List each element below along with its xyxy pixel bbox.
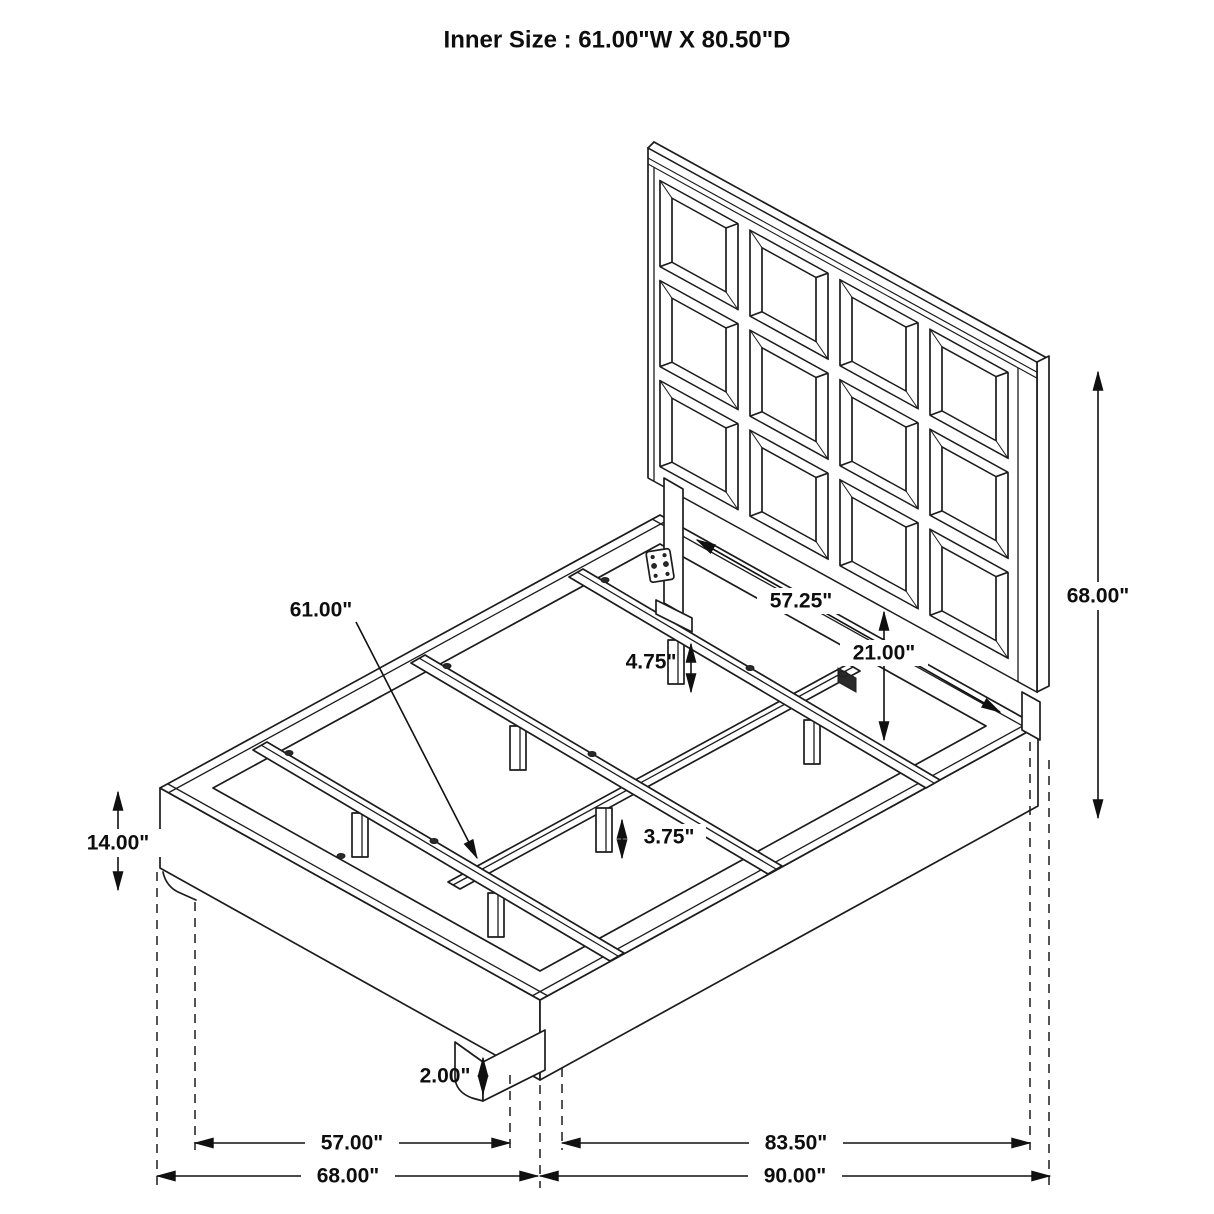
- diagram-title: Inner Size : 61.00"W X 80.50"D: [443, 26, 791, 54]
- dim-overall-height: 68.00": [1066, 584, 1130, 608]
- dim-foot-width-inner: 57.00": [320, 1131, 384, 1155]
- mounting-bracket: [646, 548, 675, 582]
- dim-side-length-overall: 90.00": [763, 1164, 827, 1188]
- headboard-left-leg: [664, 478, 683, 614]
- dim-floor-clearance: 2.00": [419, 1064, 471, 1088]
- dim-headboard-to-slat: 21.00": [852, 641, 916, 665]
- dim-head-leg-height: 4.75": [625, 650, 677, 674]
- dim-mid-leg-height: 3.75": [643, 825, 695, 849]
- dim-center-rail-length: 57.25": [769, 589, 833, 613]
- dim-foot-width-overall: 68.00": [316, 1164, 380, 1188]
- dim-base-height: 14.00": [86, 831, 150, 855]
- dim-slat-length: 61.00": [289, 598, 353, 622]
- bolt: [839, 671, 848, 677]
- dim-side-length-inner: 83.50": [764, 1131, 828, 1155]
